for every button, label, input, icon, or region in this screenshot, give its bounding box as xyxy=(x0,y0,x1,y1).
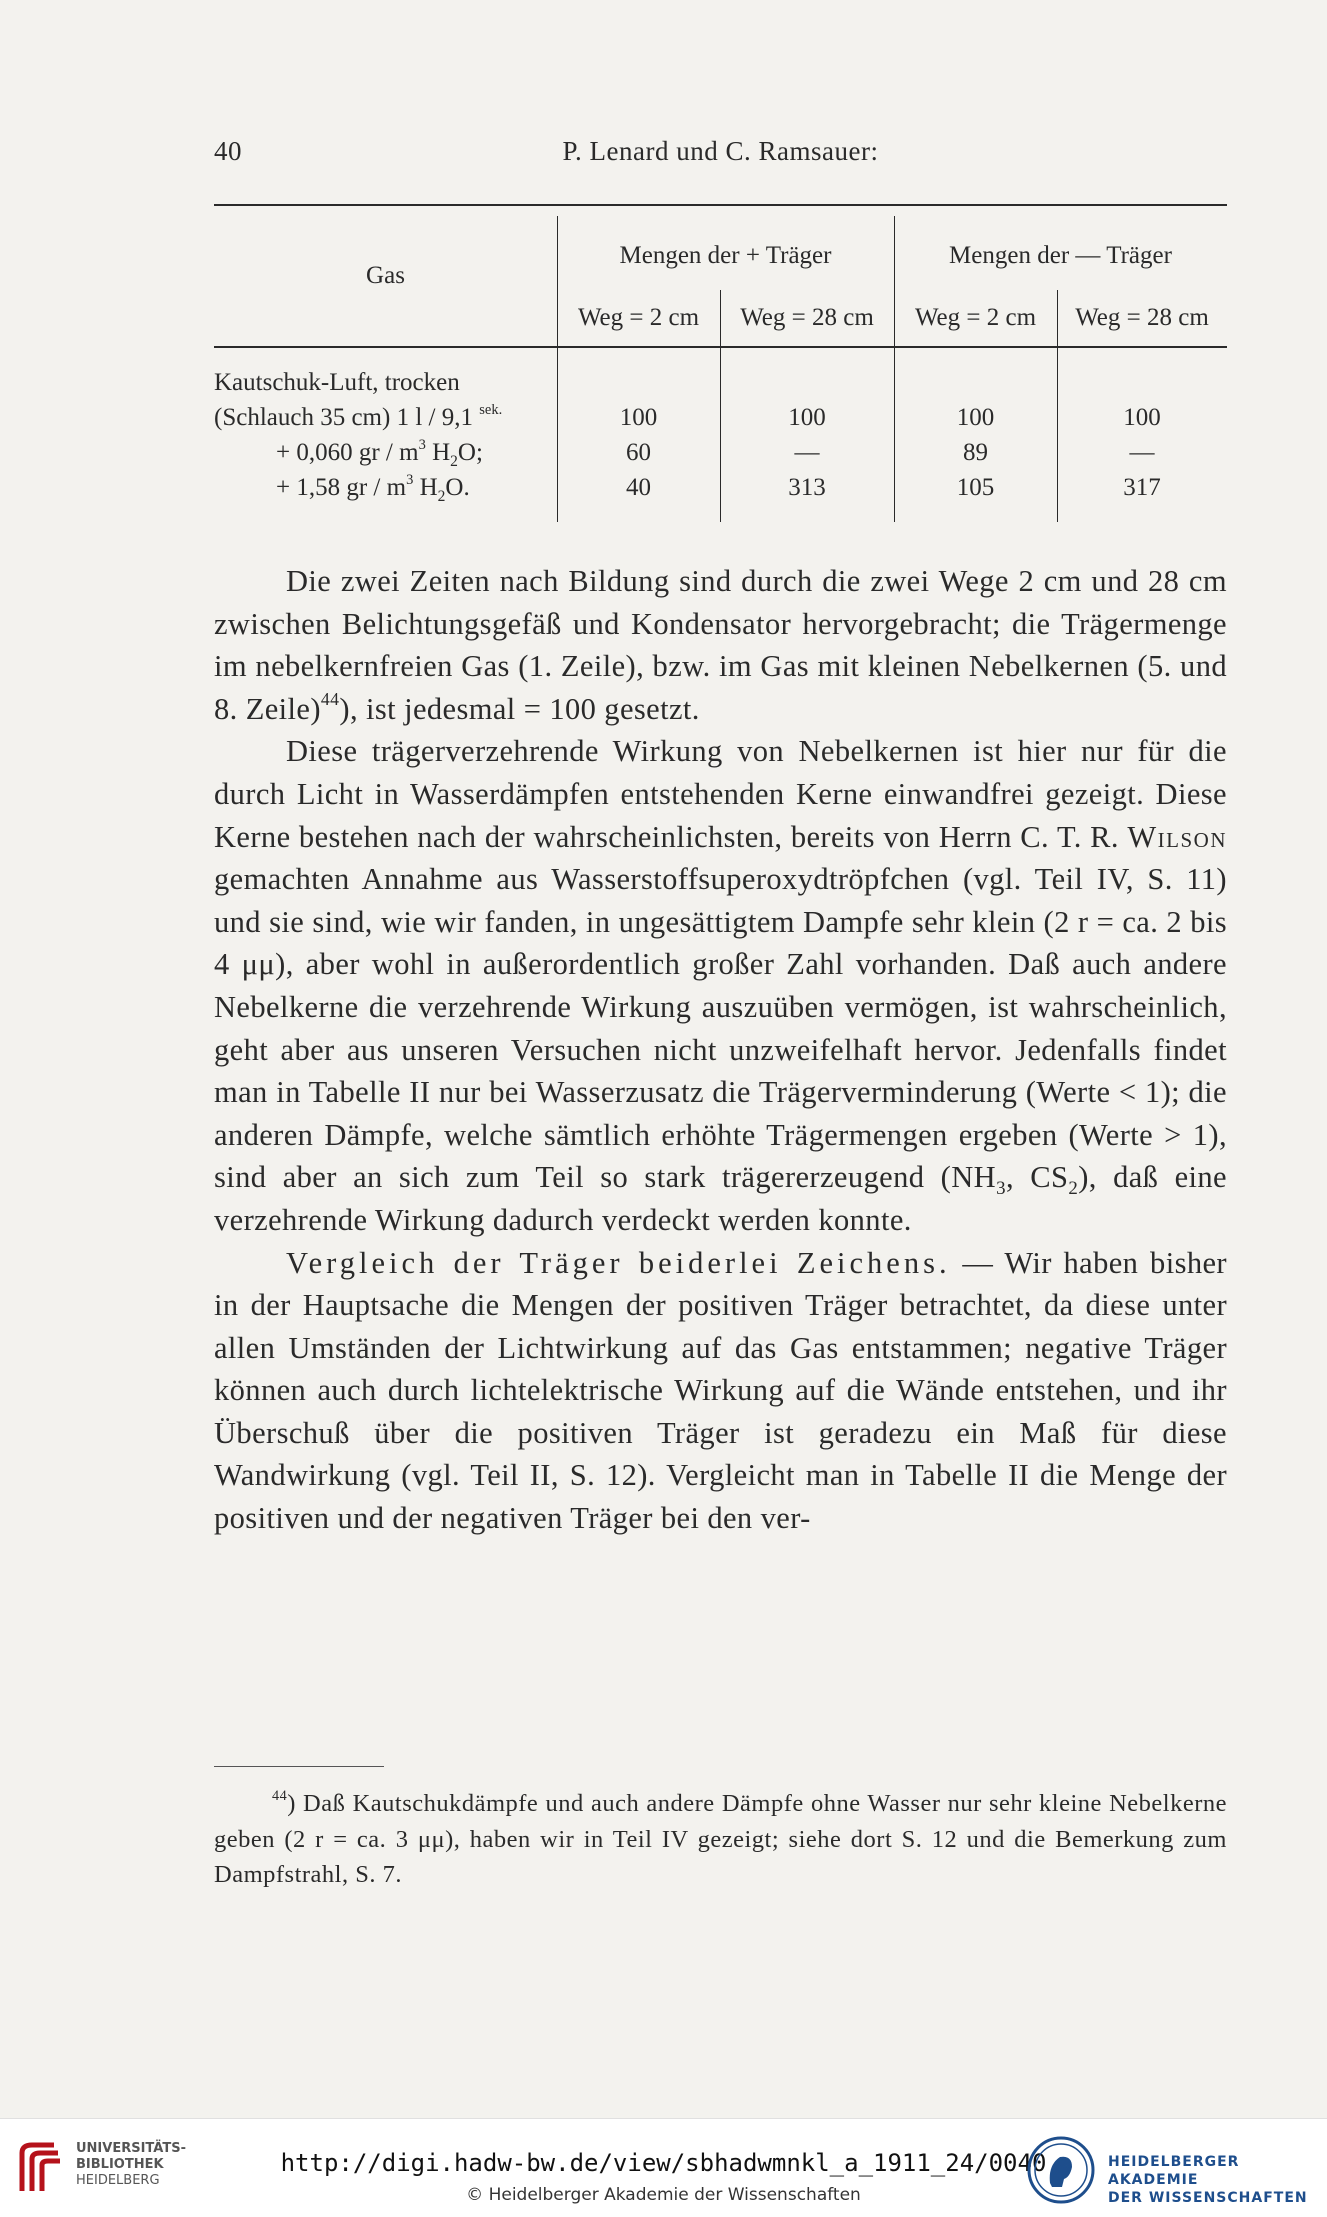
subheader-2cm: Weg = 2 cm xyxy=(914,304,1037,331)
paragraph: Die zwei Zeiten nach Bildung sind durch die zwei Wege 2 cm und 28 cm zwischen Belichtungsgefäß und Kondensator hervorgebracht; die Trägermenge im nebelkernfreien Gas (1. Zeile), bzw. im Gas mit kleinen Nebelkernen (5. und 8. Zeile)$^{44}$), ist jedesmal = 100 gesetzt. xyxy=(214,564,1227,726)
body-text xyxy=(214,560,1227,1540)
table-cell: 313 xyxy=(788,474,826,501)
footnote-rule xyxy=(214,1766,384,1767)
table-cell: 100 xyxy=(1123,404,1161,431)
group-header-plus: Mengen der + Träger xyxy=(619,242,832,269)
subheader-28cm: Weg = 28 cm xyxy=(740,304,874,331)
table-cell: 100 xyxy=(956,404,995,431)
column-header-gas: Gas xyxy=(366,262,405,289)
row-label: (Schlauch 35 cm) 1 l / 9,1 $^{sek.}$ xyxy=(214,401,503,431)
group-header-minus: Mengen der — Träger xyxy=(949,242,1172,269)
table-cell: 100 xyxy=(788,404,826,431)
data-table xyxy=(214,204,1227,522)
page-header xyxy=(214,130,1227,174)
subheader-2cm: Weg = 2 cm xyxy=(577,304,700,331)
row-label: + 0,060 gr / $m^3$ $H_2O$; xyxy=(276,436,483,470)
table-cell: 40 xyxy=(626,474,651,501)
copyright-notice: © Heidelberger Akademie der Wissenschaften xyxy=(466,2185,861,2205)
academy-seal-icon xyxy=(1026,2135,1096,2205)
table-cell: 317 xyxy=(1123,474,1161,501)
table-cell: — xyxy=(794,439,820,466)
running-head: P. Lenard und C. Ramsauer: xyxy=(562,136,879,166)
subheader-28cm: Weg = 28 cm xyxy=(1075,304,1209,331)
page-number: 40 xyxy=(214,136,242,166)
academy-name: HEIDELBERGER AKADEMIE DER WISSENSCHAFTEN xyxy=(1108,2154,1308,2206)
viewer-footer xyxy=(0,2118,1327,2217)
author-name: Wilson xyxy=(1127,819,1227,854)
row-label: + 1,58 gr / $m^3$ $H_2O$. xyxy=(276,471,470,505)
table-cell: 100 xyxy=(619,404,658,431)
footnote-ref[interactable]: 44 xyxy=(320,688,340,709)
table-cell: 60 xyxy=(626,439,651,466)
row-label: Kautschuk-Luft, trocken xyxy=(214,369,460,396)
footnote-number: 44 xyxy=(272,1787,288,1804)
university-library-name: UNIVERSITÄTS- BIBLIOTHEK HEIDELBERG xyxy=(76,2141,186,2188)
section-heading: Vergleich der Träger beiderlei Zeichens. xyxy=(286,1245,951,1280)
table-cell: 89 xyxy=(963,439,988,466)
table-cell: — xyxy=(1129,439,1155,466)
table-top-rule xyxy=(214,204,1227,206)
paragraph: Vergleich der Träger beiderlei Zeichens. — Wir haben bisher in der Hauptsache die Mengen der positiven Träger betrachtet, da diese unter allen Umständen der Lichtwirkung auf das Gas entstammen; negative Träger können auch durch lichtelektrische Wirkung auf die Wände entstehen, und ihr Überschuß über die positiven Träger ist geradezu ein Maß für diese Wandwirkung (vgl. Teil II, S. 12). Vergleicht man in Tabelle II die Menge der positiven und der negativen Träger bei den ver- xyxy=(214,1245,1227,1536)
table-cell: 105 xyxy=(956,474,995,501)
paragraph: Diese trägerverzehrende Wirkung von Nebelkernen ist hier nur für die durch Licht in Wasserdämpfen entstehenden Kerne einwandfrei gezeigt. Diese Kerne bestehen nach der wahrscheinlichsten, bereits von Herrn C. T. R. Wilson gemachten Annahme aus Wasserstoffsuperoxydtröpfchen (vgl. Teil IV, S. 11) und sie sind, wie wir fanden, in ungesättigtem Dampfe sehr klein (2 r = ca. 2 bis 4 μμ), aber wohl in außerordentlich großer Zahl vorhanden. Daß auch andere Nebelkerne die verzehrende Wirkung auszuüben vermögen, ist wahrscheinlich, geht aber aus unseren Versuchen nicht unzweifelhaft hervor. Jedenfalls findet man in Tabelle II nur bei Wasserzusatz die Trägerverminderung (Werte < 1); die anderen Dämpfe, welche sämtlich erhöhte Trägermengen ergeben (Werte > 1), sind aber an sich zum Teil so stark trägererzeugend ($NH_3$, $CS_2$), daß eine verzehrende Wirkung dadurch verdeckt werden konnte. xyxy=(214,734,1227,1237)
page-url-link[interactable]: http://digi.hadw-bw.de/view/sbhadwmnkl_a_1911_24/0040 xyxy=(280,2149,1047,2177)
footnote: $^{44}$) Daß Kautschukdämpfe und auch andere Dämpfe ohne Wasser nur sehr kleine Nebelkerne geben (2 r = ca. 3 μμ), haben wir in Teil IV gezeigt; siehe dort S. 12 und die Bemerkung zum Dampfstrahl, S. 7. xyxy=(214,1787,1227,1888)
